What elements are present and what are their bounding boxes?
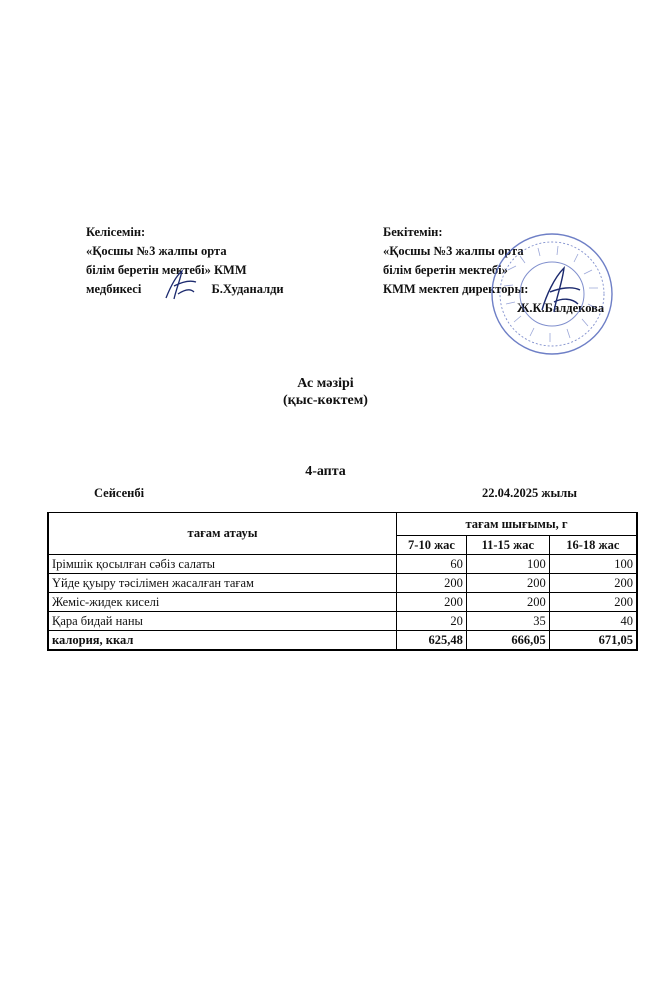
col-name-header: тағам атауы	[48, 513, 397, 555]
dish-name: Ірімшік қосылған сәбіз салаты	[48, 555, 397, 574]
approval-left-heading: Келісемін:	[86, 225, 146, 239]
date-label: 22.04.2025 жылы	[482, 486, 577, 500]
total-row	[48, 631, 637, 651]
nurse-role: медбикесі	[86, 282, 142, 296]
total-value: 666,05	[466, 631, 549, 651]
week-label: 4-апта	[305, 464, 346, 479]
portion-value: 200	[397, 593, 467, 612]
nurse-name: Б.Худаналди	[211, 282, 284, 296]
dish-name: Үйде қуыру тәсілімен жасалған тағам	[48, 574, 397, 593]
total-label: калория, ккал	[48, 631, 397, 651]
table-row	[48, 612, 637, 631]
menu-title: Ас мәзірі	[297, 376, 354, 391]
portion-value: 40	[549, 612, 637, 631]
school-stamp-icon	[488, 230, 616, 358]
portion-value: 35	[466, 612, 549, 631]
menu-season: (қыс-көктем)	[283, 393, 368, 408]
portion-value: 200	[397, 574, 467, 593]
approval-left-line2: білім беретін мектебі» КММ	[86, 263, 247, 277]
total-value: 671,05	[549, 631, 637, 651]
portion-value: 200	[549, 593, 637, 612]
approval-right-line3: КММ мектеп директоры:	[383, 282, 529, 296]
portion-value: 200	[466, 593, 549, 612]
approval-right-line2: білім беретін мектебі»	[383, 263, 508, 277]
nurse-signature-icon	[160, 268, 200, 302]
dish-name: Жеміс-жидек киселі	[48, 593, 397, 612]
director-name: Ж.К.Балдекова	[517, 301, 605, 315]
total-value: 625,48	[397, 631, 467, 651]
table-row	[48, 593, 637, 612]
age-group-header: 11-15 жас	[466, 536, 549, 555]
approval-right-heading: Бекітемін:	[383, 225, 443, 239]
col-output-header: тағам шығымы, г	[397, 513, 637, 536]
table-header-row	[48, 513, 637, 536]
portion-value: 200	[549, 574, 637, 593]
age-group-header: 16-18 жас	[549, 536, 637, 555]
table-row	[48, 555, 637, 574]
portion-value: 60	[397, 555, 467, 574]
portion-value: 100	[549, 555, 637, 574]
table-row	[48, 574, 637, 593]
age-group-header: 7-10 жас	[397, 536, 467, 555]
approval-right-line1: «Қосшы №3 жалпы орта	[383, 244, 524, 258]
day-label: Сейсенбі	[94, 486, 145, 500]
approval-left-line1: «Қосшы №3 жалпы орта	[86, 244, 227, 258]
portion-value: 100	[466, 555, 549, 574]
portion-value: 200	[466, 574, 549, 593]
portion-value: 20	[397, 612, 467, 631]
dish-name: Қара бидай наны	[48, 612, 397, 631]
menu-table	[47, 512, 638, 651]
